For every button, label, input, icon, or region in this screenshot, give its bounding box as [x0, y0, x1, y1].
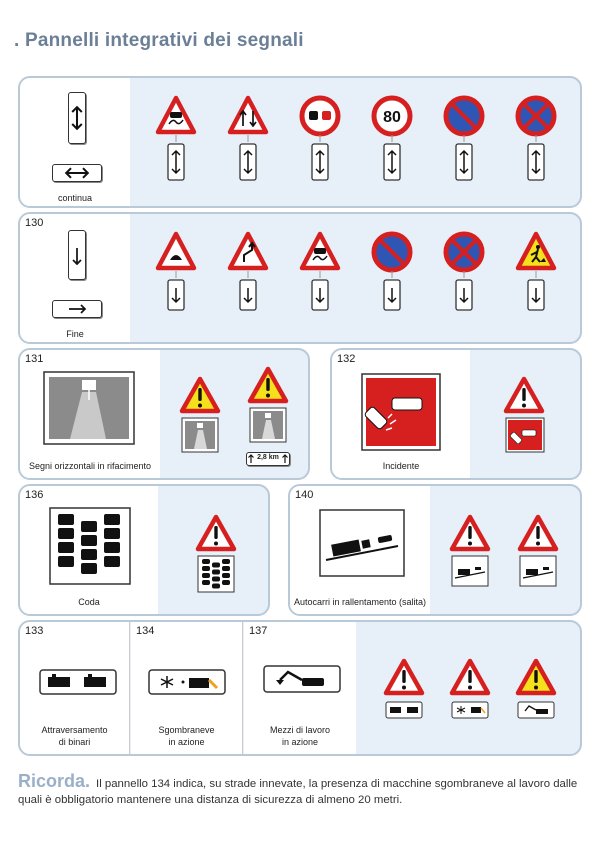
- car-shape: [81, 549, 97, 560]
- train-small-plate: [386, 702, 422, 718]
- example-cell-133: [20, 622, 130, 754]
- panel-140: [288, 484, 582, 616]
- panel-number: 132: [337, 353, 356, 365]
- warning-sign-icon: [384, 658, 424, 696]
- car-shape: [222, 573, 230, 578]
- panel-number: 136: [25, 489, 44, 501]
- panel-number: 137: [249, 625, 268, 637]
- slow-trucks-plate: [320, 510, 404, 576]
- warning-sign-icon: [248, 366, 288, 404]
- car-shape: [212, 570, 220, 575]
- panel-continua: [18, 76, 582, 208]
- accident-plate: [362, 374, 440, 450]
- caption-136: Coda: [78, 597, 100, 607]
- caption-continua: continua: [57, 193, 93, 203]
- warning-sign-icon: [450, 514, 490, 552]
- panel-number: 131: [25, 353, 44, 365]
- left-right-arrow-icon: [77, 173, 78, 174]
- caption-fine: Fine: [66, 329, 84, 339]
- work-vehicles-plate: [264, 666, 340, 692]
- car-shape: [81, 521, 97, 532]
- caption-132: Incidente: [382, 461, 420, 471]
- caption-131: Segni orizzontali in rifacimento: [28, 461, 152, 471]
- two-way-traffic-sign-icon: [226, 94, 270, 202]
- snowplow-small-plate: [452, 702, 488, 718]
- car-shape: [104, 556, 120, 567]
- reminder-text: Il pannello 134 indica, su strade innevate, la presenza di macchine sgombraneve al lavoro dalle quali è obbligatorio mantenere una distanza di sicurezza di almeno 20 metri.: [18, 778, 578, 806]
- panel-number: 140: [295, 489, 314, 501]
- car-shape: [58, 528, 74, 539]
- distance-label: 2,8 km: [257, 454, 279, 461]
- panel-136: [18, 484, 270, 616]
- warning-sign-icon: [518, 514, 558, 552]
- example-cell-132: [332, 350, 470, 478]
- example-cell-continua: [20, 78, 130, 206]
- slippery-road-sign-icon: [154, 94, 198, 202]
- caption-133-line2: di binari: [58, 737, 91, 747]
- reminder-heading: Ricorda.: [18, 771, 91, 791]
- example-cell-140: [290, 486, 430, 614]
- svg-text:80: 80: [383, 109, 401, 126]
- down-arrow-icon: [77, 256, 78, 257]
- car-shape: [202, 573, 210, 578]
- road-marking-small-plate: [250, 408, 286, 442]
- car-shape: [222, 580, 230, 585]
- car-shape: [58, 556, 74, 567]
- no-parking-sign-icon: [370, 230, 414, 338]
- car-shape: [222, 566, 230, 571]
- panel-132: [330, 348, 582, 480]
- snowplow-plate: [149, 670, 225, 694]
- car-shape: [104, 528, 120, 539]
- caption-134-line1: Sgombraneve: [158, 725, 215, 735]
- page-title: . Pannelli integrativi dei segnali: [14, 30, 304, 51]
- warning-sign-icon: [516, 658, 556, 696]
- panel-fine: [18, 212, 582, 344]
- right-arrow-icon: [77, 309, 78, 310]
- car-shape: [212, 577, 220, 582]
- car-shape: [212, 563, 220, 568]
- car-shape: [202, 580, 210, 585]
- car-shape: [202, 566, 210, 571]
- road-marking-plate: [44, 372, 134, 444]
- warning-sign-icon: [196, 514, 236, 552]
- no-parking-sign-icon: [442, 94, 486, 202]
- reminder-note: [18, 773, 588, 808]
- car-shape: [58, 542, 74, 553]
- up-down-arrow-icon: [77, 118, 78, 119]
- up-arrow-icon: [251, 459, 252, 460]
- road-marking-small-plate: [182, 418, 218, 452]
- example-cell-137: [244, 622, 356, 754]
- work-vehicles-small-plate: [518, 702, 554, 718]
- accident-small-plate: [506, 418, 544, 452]
- example-cell-131: [20, 350, 160, 478]
- car-shape: [212, 584, 220, 589]
- panel-number: 130: [25, 217, 44, 229]
- car-shape: [104, 514, 120, 525]
- warning-sign-icon: [504, 376, 544, 414]
- slow-trucks-small-plate: [520, 556, 556, 586]
- caption-133-line1: Attraversamento: [41, 725, 108, 735]
- car-shape: [222, 559, 230, 564]
- bump-sign-icon: [154, 230, 198, 338]
- queue-plate: [50, 508, 130, 584]
- panel-number: 133: [25, 625, 44, 637]
- warning-sign-icon: [450, 658, 490, 696]
- car-shape: [202, 559, 210, 564]
- car-shape: [58, 514, 74, 525]
- up-arrow-icon: [285, 459, 286, 460]
- caption-134-line2: in azione: [168, 737, 205, 747]
- example-cell-134: [131, 622, 243, 754]
- no-stopping-sign-icon: [514, 94, 558, 202]
- car-shape: [104, 542, 120, 553]
- speed-limit-sign-icon: [370, 94, 414, 202]
- panel-133-134-137: [18, 620, 582, 756]
- roadworks-sign-icon: [514, 230, 558, 338]
- double-curve-sign-icon: [226, 230, 270, 338]
- slippery-road-sign-icon: [298, 230, 342, 338]
- example-cell-130: [20, 214, 130, 342]
- car-shape: [81, 535, 97, 546]
- car-shape: [81, 563, 97, 574]
- panel-number: 134: [136, 625, 155, 637]
- panel-131: [18, 348, 310, 480]
- train-plate: [40, 670, 116, 694]
- warning-sign-icon: [180, 376, 220, 414]
- caption-137-line1: Mezzi di lavoro: [269, 725, 331, 735]
- no-overtaking-sign-icon: [298, 94, 342, 202]
- queue-small-plate: [198, 556, 234, 592]
- no-stopping-sign-icon: [442, 230, 486, 338]
- slow-trucks-small-plate: [452, 556, 488, 586]
- caption-140: Autocarri in rallentamento (salita): [293, 597, 427, 607]
- caption-137-line2: in azione: [281, 737, 319, 747]
- example-cell-136: [20, 486, 158, 614]
